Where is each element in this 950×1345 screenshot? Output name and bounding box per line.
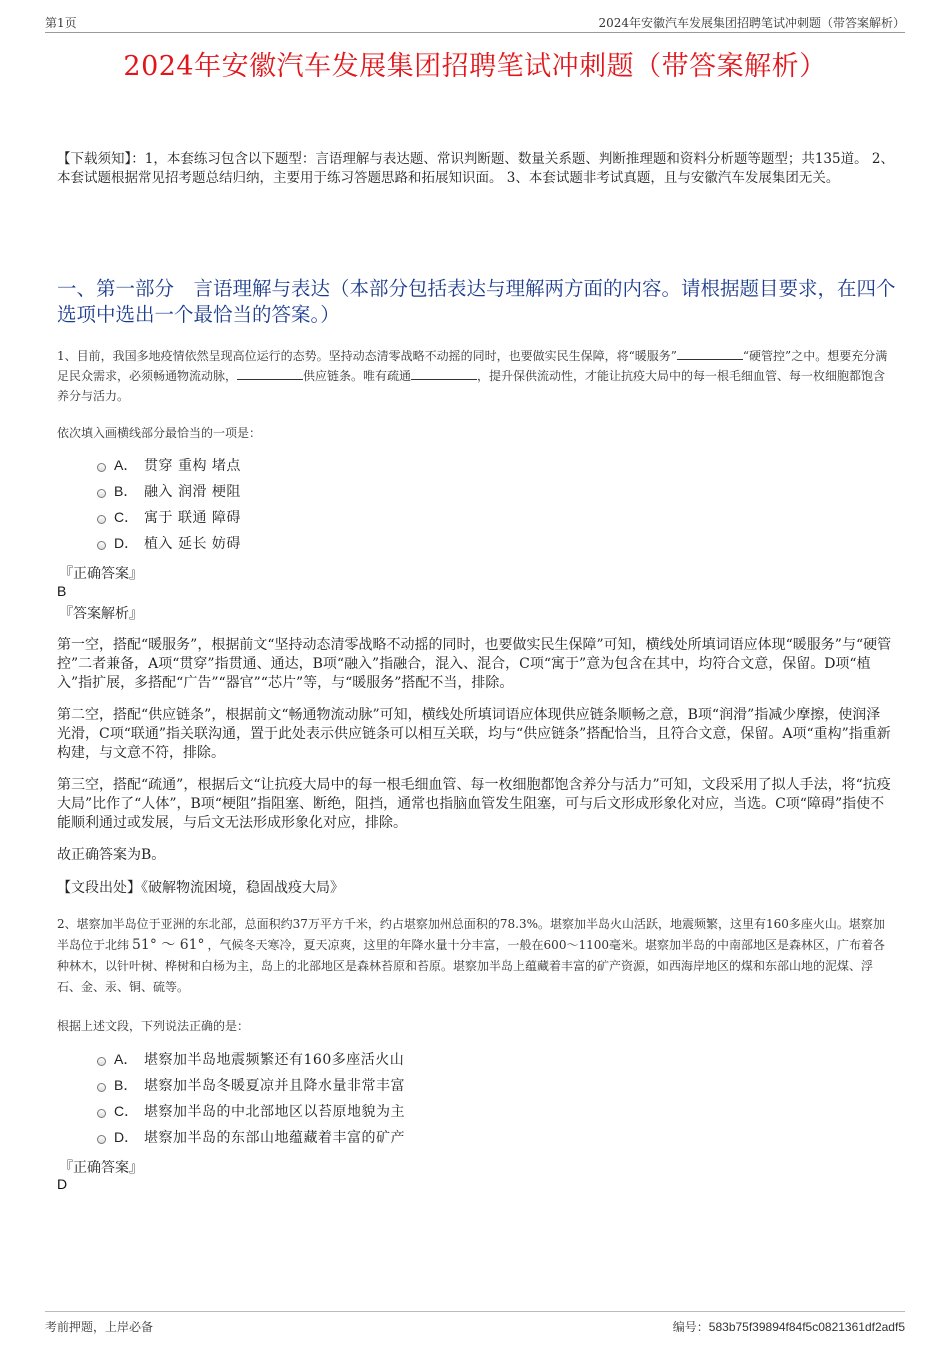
question-1-options [97,452,241,556]
radio-button[interactable] [97,489,106,498]
answer-value: B [57,583,67,599]
footer-slogan: 考前押题，上岸必备 [45,1320,154,1334]
analysis-paragraph: 第一空，搭配“暖服务”，根据前文“坚持动态清零战略不动摇的同时，也要做实民生保障”可知，横线处所填词语应体现“暖服务”与“硬管控”二者兼备，A项“贯穿”指贯通、通达，B项“融入”指融合，混入、混合，C项“寓于”意为包含在其中，均符合文意，保留。D项“植入”指扩展，多搭配“广告”“器官”“芯片”等，与“暖服务”搭配不当，排除。 [57,637,892,691]
analysis-conclusion: 故正确答案为B。 [57,847,166,863]
option-c[interactable]: C． 堪察加半岛的中北部地区以苔原地貌为主 [97,1098,405,1124]
answer-label: 『正确答案』 [59,1160,143,1176]
blank-3 [411,367,477,380]
radio-button[interactable] [97,515,106,524]
radio-button[interactable] [97,1083,106,1092]
radio-button[interactable] [97,541,106,550]
option-a[interactable]: A． 贯穿 重构 堵点 [97,452,241,478]
radio-button[interactable] [97,1109,106,1118]
question-2-stem: 2、堪察加半岛位于亚洲的东北部，总面积约37万平方千米，约占堪察加州总面积的78.3%。堪察加半岛火山活跃，地震频繁，这里有160多座火山。堪察加半岛位于北纬 51° ～ 61° ，气候冬天寒冷，夏天凉爽，这里的年降水量十分丰富，一般在600～1100毫米。堪察加半岛的中南部地区是森林区，广布着各种林木，以针叶树、桦树和白杨为主，岛上的北部地区是森林苔原和苔原。堪察加半岛上蕴藏着丰富的矿产资源，如西海岸地区的煤和东部山地的泥煤、浮石、金、汞、铜、硫等。 [57,917,885,994]
option-d[interactable]: D． 堪察加半岛的东部山地蕴藏着丰富的矿产 [97,1124,405,1150]
question-1-stem: 1、目前，我国多地疫情依然呈现高位运行的态势。坚持动态清零战略不动摇的同时，也要做实民生保障，将“暖服务” “硬管控”之中。想要充分满足民众需求，必须畅通物流动脉， 供应链条。唯有疏通 ，提升保供流动性，才能让抗疫大局中的每一根毛细血管、每一枚细胞都饱含养分与活力。 [57,349,888,403]
radio-button[interactable] [97,1135,106,1144]
analysis-paragraph: 第二空，搭配“供应链条”，根据前文“畅通物流动脉”可知，横线处所填词语应体现供应链条顺畅之意，B项“润滑”指减少摩擦，使润泽光滑，C项“联通”指关联沟通，置于此处表示供应链条可以相互关联，均与“供应链条”搭配恰当，且符合文意，保留。A项“重构”指重新构建，与文意不符，排除。 [57,707,891,761]
source-citation: 【文段出处】《破解物流困境，稳固战疫大局》 [57,880,344,896]
option-b[interactable]: B． 融入 润滑 梗阻 [97,478,241,504]
radio-button[interactable] [97,463,106,472]
footer-code: 编号：583b75f39894f84f5c0821361df2adf5 [672,1320,905,1334]
blank-2 [237,367,303,380]
latitude-range: 51° ～ 61° [132,937,205,953]
option-c[interactable]: C． 寓于 联通 障碍 [97,504,241,530]
page-number: 第1页 [45,16,77,30]
option-b[interactable]: B． 堪察加半岛冬暖夏凉并且降水量非常丰富 [97,1072,405,1098]
header-doc-title: 2024年安徽汽车发展集团招聘笔试冲刺题（带答案解析） [598,16,905,30]
option-a[interactable]: A． 堪察加半岛地震频繁还有160多座活火山 [97,1046,405,1072]
option-d[interactable]: D． 植入 延长 妨碍 [97,530,241,556]
question-2-options [97,1046,405,1150]
question-2-prompt: 根据上述文段，下列说法正确的是： [57,1019,250,1033]
page-title: 2024年安徽汽车发展集团招聘笔试冲刺题（带答案解析） [123,51,827,82]
analysis-paragraph: 第三空，搭配“疏通”，根据后文“让抗疫大局中的每一根毛细血管、每一枚细胞都饱含养分与活力”可知，文段采用了拟人手法，将“抗疫大局”比作了“人体”，B项“梗阻”指阻塞、断绝，阻挡，通常也指脑血管发生阻塞，可与后文形成形象化对应，当选。C项“障碍”指使不能顺利通过或发展，与后文无法形成形象化对应，排除。 [57,777,891,831]
blank-1 [677,347,743,360]
answer-label: 『正确答案』 [59,566,143,582]
section-heading: 一、第一部分 言语理解与表达（本部分包括表达与理解两方面的内容。请根据题目要求，在四个选项中选出一个最恰当的答案。） [57,277,896,326]
answer-value: D [57,1176,68,1192]
question-1-prompt: 依次填入画横线部分最恰当的一项是： [57,426,262,440]
analysis-label: 『答案解析』 [59,606,143,622]
page-footer [45,1311,905,1336]
download-notice: 【下载须知】：1，本套练习包含以下题型：言语理解与表达题、常识判断题、数量关系题、判断推理题和资料分析题等题型；共135道。 2、本套试题根据常见招考题总结归纳，主要用于练习答题思路和拓展知识面。 3、本套试题非考试真题，且与安徽汽车发展集团无关。 [57,151,894,186]
radio-button[interactable] [97,1057,106,1066]
page-header [45,14,905,33]
